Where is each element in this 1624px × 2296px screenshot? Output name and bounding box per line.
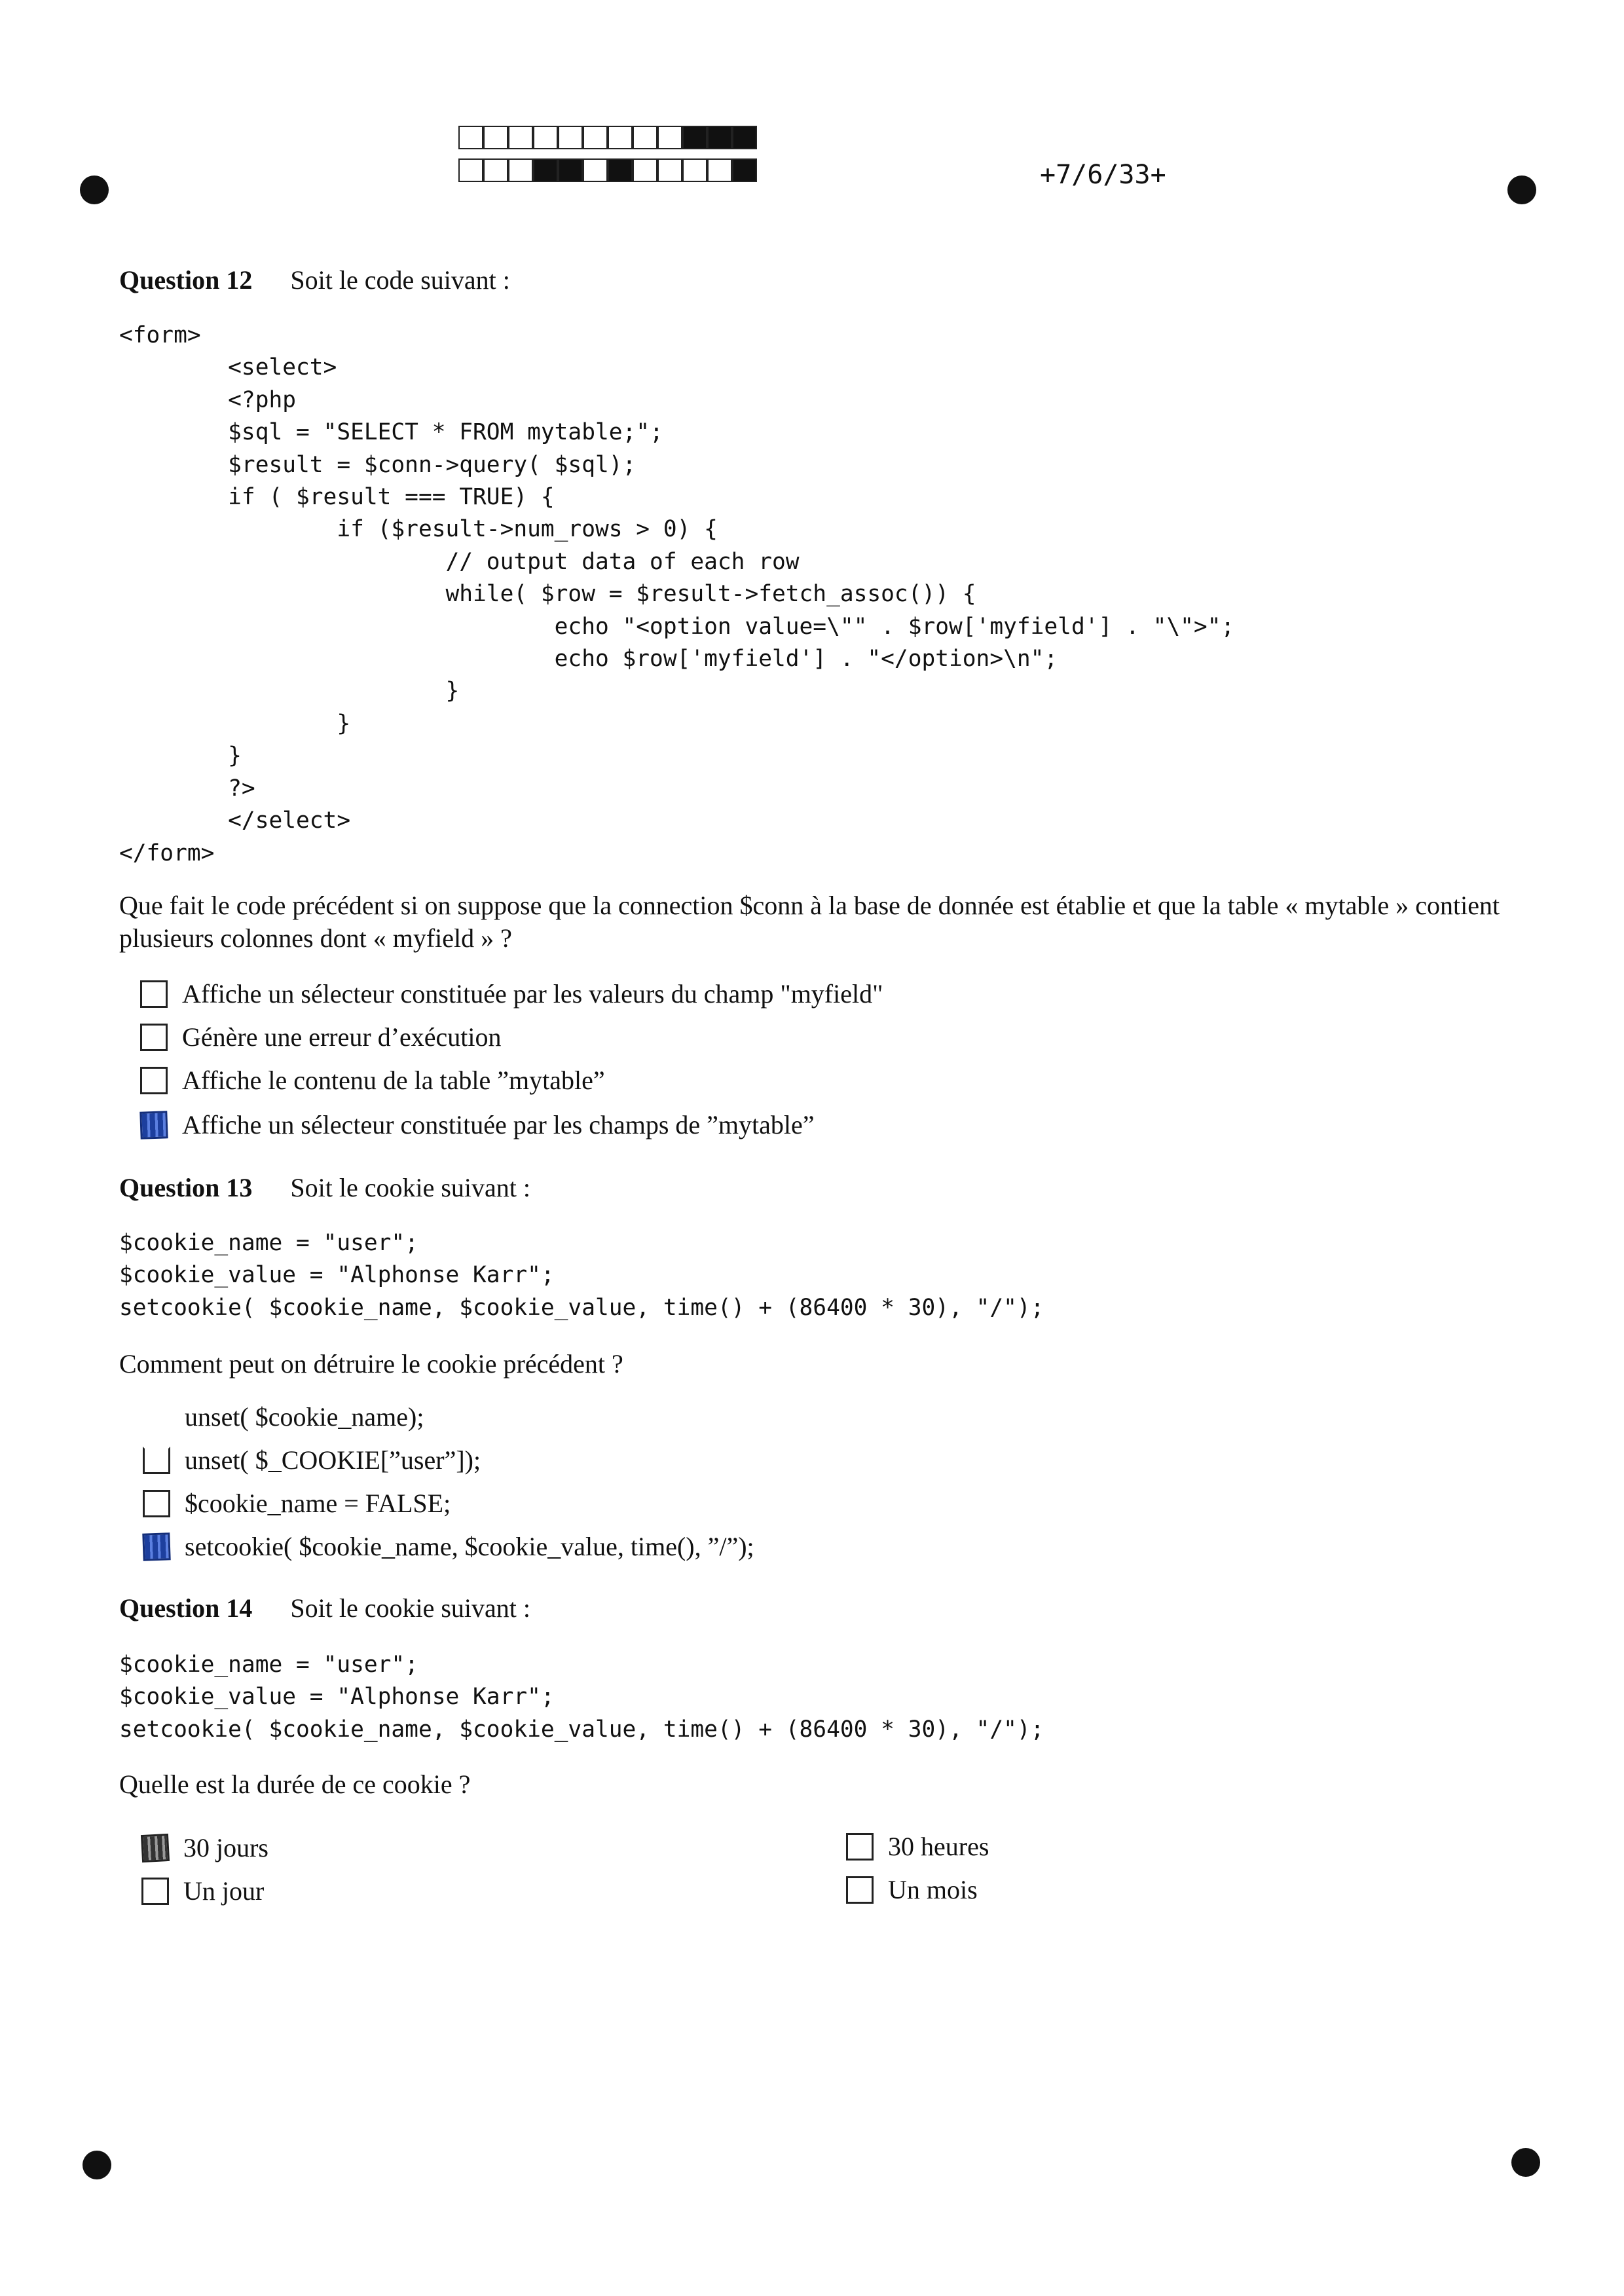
q14-option-4-label: Un mois — [888, 1875, 978, 1904]
q14-option-1-checkbox-marked[interactable] — [141, 1833, 170, 1862]
barcode-cell — [508, 126, 533, 149]
question-12-number: Question 12 — [119, 265, 253, 295]
question-12-header — [119, 265, 510, 295]
barcode-cell — [458, 126, 483, 149]
barcode-cell — [508, 158, 533, 182]
q13-option-2-label: unset( $_COOKIE[”user”]); — [185, 1445, 481, 1475]
question-13-header — [119, 1172, 530, 1203]
barcode-cell — [682, 126, 707, 149]
q12-option-3-checkbox[interactable] — [140, 1067, 168, 1094]
q14-option-1-label: 30 jours — [183, 1833, 268, 1862]
barcode-cell — [533, 126, 558, 149]
barcode-cell — [483, 126, 508, 149]
q14-option-2[interactable] — [141, 1876, 264, 1906]
q12-option-1-label: Affiche un sélecteur constituée par les valeurs du champ "myfield" — [182, 979, 883, 1009]
barcode-cell — [583, 158, 608, 182]
barcode-cell — [707, 158, 732, 182]
barcode-cell — [657, 126, 682, 149]
q13-option-2-checkbox[interactable] — [143, 1447, 170, 1474]
q14-option-3-label: 30 heures — [888, 1832, 989, 1861]
q14-option-2-label: Un jour — [183, 1876, 265, 1906]
q13-option-3[interactable] — [143, 1488, 451, 1519]
q13-option-1-label: unset( $cookie_name); — [185, 1402, 424, 1432]
q12-option-4-label: Affiche un sélecteur constituée par les champs de ”mytable” — [182, 1110, 815, 1139]
barcode-cell — [707, 126, 732, 149]
q12-option-1-checkbox[interactable] — [140, 980, 168, 1008]
barcode-row-1 — [458, 126, 757, 152]
q14-option-1[interactable] — [141, 1832, 268, 1863]
registration-mark-bottom-right — [1511, 2148, 1540, 2177]
question-14-intro: Soit le cookie suivant : — [290, 1593, 530, 1623]
question-13-intro: Soit le cookie suivant : — [290, 1173, 530, 1202]
registration-mark-top-right — [1507, 176, 1536, 204]
barcode-cell — [558, 158, 583, 182]
question-14-text: Quelle est la durée de ce cookie ? — [119, 1769, 471, 1799]
question-14-header — [119, 1593, 530, 1623]
barcode-cell — [633, 126, 657, 149]
question-13-number: Question 13 — [119, 1173, 253, 1202]
barcode-cell — [633, 158, 657, 182]
barcode-cell — [732, 126, 757, 149]
barcode-cell — [583, 126, 608, 149]
registration-mark-top-left — [80, 176, 109, 204]
page-barcode — [458, 126, 757, 191]
q13-option-2[interactable] — [143, 1445, 481, 1475]
q14-option-4-checkbox[interactable] — [846, 1876, 874, 1904]
q13-option-4-checkbox-marked[interactable] — [142, 1532, 170, 1561]
barcode-cell — [657, 158, 682, 182]
q12-option-2-checkbox[interactable] — [140, 1024, 168, 1051]
registration-mark-bottom-left — [83, 2151, 111, 2179]
question-14-code: $cookie_name = "user"; $cookie_value = "Alphonse Karr"; setcookie( $cookie_name, $cookie_value, time() + (86400 * 30), "/"); — [119, 1652, 1044, 1743]
q13-option-4-label: setcookie( $cookie_name, $cookie_value, time(), ”/”); — [185, 1532, 754, 1561]
page-code: +7/6/33+ — [1040, 160, 1166, 190]
question-12-intro: Soit le code suivant : — [290, 265, 510, 295]
question-13-text: Comment peut on détruire le cookie précédent ? — [119, 1349, 623, 1379]
q14-option-3[interactable] — [846, 1831, 989, 1862]
q12-option-2-label: Génère une erreur d’exécution — [182, 1022, 502, 1052]
question-12-text: Que fait le code précédent si on suppose que la connection $conn à la base de donnée est établie et que la table « mytable » contient plusieurs colonnes dont « myfield » ? — [119, 891, 1500, 953]
barcode-cell — [608, 126, 633, 149]
q13-option-4[interactable] — [143, 1531, 754, 1562]
q13-option-3-checkbox[interactable] — [143, 1490, 170, 1517]
question-12-code: <form> <select> <?php $sql = "SELECT * FROM mytable;"; $result = $conn->query( $sql); if ( $result === TRUE) { if ($result->num_rows > 0) { // output data of each row while( $row = $result->fetch_assoc()) { echo "<option value=\"" . $row['myfield'] . "\">"; echo $row['myfield'] . "</option>\n"; } } } ?> </select> </form> — [119, 322, 1235, 866]
q12-option-1[interactable] — [140, 978, 883, 1009]
barcode-row-2 — [458, 158, 757, 185]
barcode-cell — [608, 158, 633, 182]
q14-option-4[interactable] — [846, 1874, 978, 1905]
q12-option-4-checkbox-marked[interactable] — [139, 1111, 168, 1139]
q14-option-3-checkbox[interactable] — [846, 1833, 874, 1861]
barcode-cell — [732, 158, 757, 182]
barcode-cell — [458, 158, 483, 182]
question-14-number: Question 14 — [119, 1593, 253, 1623]
q13-option-3-label: $cookie_name = FALSE; — [185, 1489, 451, 1518]
q12-option-3[interactable] — [140, 1065, 605, 1096]
q14-option-2-checkbox[interactable] — [141, 1878, 169, 1905]
question-13-code: $cookie_name = "user"; $cookie_value = "Alphonse Karr"; setcookie( $cookie_name, $cookie_value, time() + (86400 * 30), "/"); — [119, 1230, 1044, 1321]
q12-option-3-label: Affiche le contenu de la table ”mytable” — [182, 1065, 605, 1095]
q12-option-2[interactable] — [140, 1022, 502, 1052]
barcode-cell — [483, 158, 508, 182]
barcode-cell — [682, 158, 707, 182]
barcode-cell — [558, 126, 583, 149]
barcode-cell — [533, 158, 558, 182]
q12-option-4[interactable] — [140, 1109, 815, 1140]
q13-option-1-checkbox[interactable] — [143, 1403, 170, 1431]
q13-option-1[interactable] — [143, 1401, 424, 1432]
